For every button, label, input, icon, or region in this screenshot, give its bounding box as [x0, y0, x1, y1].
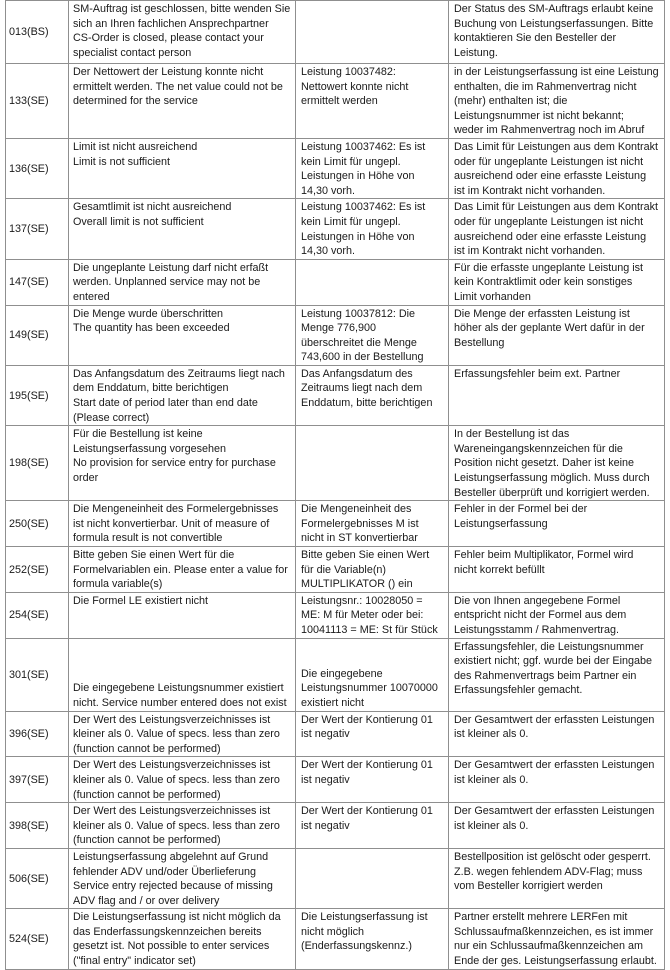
- explanation-line: In der Bestellung ist das: [454, 428, 570, 441]
- table-row: [6, 909, 665, 969]
- message-cell: [69, 365, 296, 425]
- explanation-cell: [449, 848, 665, 908]
- detail-line: Nettowert konnte nicht: [301, 80, 409, 93]
- detail-line: Leistung 10037462: Es ist: [301, 140, 426, 153]
- explanation-cell: [449, 259, 665, 305]
- message-line: Die Mengeneinheit des Formelergebnisses: [73, 503, 279, 516]
- error-code-cell: 250(SE): [6, 501, 69, 547]
- error-code-cell: 136(SE): [6, 138, 69, 198]
- explanation-line: Erfassungsfehler gemacht.: [454, 684, 583, 697]
- explanation-line: Der Status des SM-Auftrags erlaubt keine: [454, 3, 654, 15]
- error-code-cell: 195(SE): [6, 365, 69, 425]
- table-row: [6, 1, 665, 64]
- explanation-cell: [449, 592, 665, 638]
- table-row: [6, 64, 665, 139]
- detail-line: (Enderfassungskennz.): [301, 940, 413, 953]
- error-code-cell: 301(SE): [6, 638, 69, 711]
- detail-line: Der Wert der Kontierung 01: [301, 805, 433, 818]
- explanation-cell: [449, 638, 665, 711]
- detail-line: MULTIPLIKATOR () ein: [301, 578, 413, 591]
- explanation-cell: [449, 711, 665, 757]
- message-line: entered: [73, 290, 110, 303]
- message-line: Bitte geben Sie einen Wert für die: [73, 549, 235, 561]
- error-code-cell: 198(SE): [6, 426, 69, 501]
- message-line: ADV flag and / or over delivery: [73, 894, 220, 907]
- message-line: fehlender ADV und/oder Überlieferung: [73, 865, 257, 878]
- explanation-line: Wareneingangskennzeichen für die: [454, 442, 623, 455]
- table-row: [6, 757, 665, 803]
- detail-line: für die Variable(n): [301, 563, 387, 576]
- message-line: No provision for service entry for purchase: [73, 457, 276, 470]
- detail-cell: [296, 426, 449, 501]
- message-line: Formelvariablen ein. Please enter a value for: [73, 563, 288, 576]
- message-line: werden. Unplanned service may not be: [73, 276, 261, 289]
- message-cell: [69, 305, 296, 365]
- message-line: CS-Order is closed, please contact your: [73, 32, 264, 45]
- message-line: Leistungserfassung abgelehnt auf Grund: [73, 850, 269, 863]
- detail-line: ME: M für Meter oder bei:: [301, 609, 424, 622]
- explanation-cell: [449, 547, 665, 593]
- table-row: [6, 547, 665, 593]
- explanation-line: Die von Ihnen angegebene Formel: [454, 594, 621, 607]
- explanation-line: Der Gesamtwert der erfassten Leistungen: [454, 805, 655, 818]
- message-line: Die ungeplante Leistung darf nicht erfaßt: [73, 261, 269, 274]
- detail-cell: [296, 64, 449, 139]
- explanation-line: in der Leistungserfassung ist eine Leistung: [454, 66, 659, 78]
- explanation-line: ist im Kontrakt nicht vorhanden.: [454, 184, 606, 197]
- explanation-line: Für die erfasste ungeplante Leistung ist: [454, 261, 644, 274]
- explanation-line: Bestellung: [454, 336, 505, 349]
- message-cell: [69, 547, 296, 593]
- error-code-cell: 133(SE): [6, 64, 69, 139]
- table-row: [6, 848, 665, 908]
- message-cell: [69, 848, 296, 908]
- message-line: Gesamtlimit ist nicht ausreichend: [73, 201, 232, 214]
- explanation-line: Leistungsstamm / Rahmenvertrag.: [454, 623, 620, 636]
- detail-cell: [296, 365, 449, 425]
- message-cell: [69, 426, 296, 501]
- detail-cell: [296, 547, 449, 593]
- explanation-line: des Rahmenvertrags beim Partner ein: [454, 669, 637, 682]
- detail-cell: [296, 138, 449, 198]
- explanation-line: Erfassungsfehler, die Leistungsnummer: [454, 640, 644, 653]
- table-row: [6, 365, 665, 425]
- message-line: ist nicht konvertierbar. Unit of measure of: [73, 517, 270, 530]
- detail-line: Die Leistungserfassung ist: [301, 911, 428, 924]
- detail-line: ist negativ: [301, 773, 350, 786]
- message-line: formula result is not convertible: [73, 532, 223, 545]
- error-code-cell: 397(SE): [6, 757, 69, 803]
- detail-line: Der Wert der Kontierung 01: [301, 713, 433, 726]
- message-cell: [69, 757, 296, 803]
- error-code-cell: 147(SE): [6, 259, 69, 305]
- message-line: Für die Bestellung ist keine: [73, 428, 203, 441]
- explanation-line: ausreichend oder eine erfasste Leistung: [454, 170, 647, 183]
- explanation-line: Buchung von Leistungserfassungen. Bitte: [454, 17, 654, 30]
- message-line: Der Nettowert der Leistung konnte nicht: [73, 66, 264, 78]
- message-line: sich an Ihren fachlichen Ansprechpartner: [73, 17, 269, 30]
- detail-cell: [296, 592, 449, 638]
- table-row: [6, 426, 665, 501]
- detail-line: nicht möglich: [301, 925, 365, 938]
- message-cell: [69, 711, 296, 757]
- detail-line: ist negativ: [301, 728, 350, 741]
- detail-line: Enddatum, bitte berichtigen: [301, 397, 433, 410]
- error-code-table: [5, 0, 665, 970]
- message-line: Start date of period later than end date: [73, 397, 258, 410]
- message-line: dem Enddatum, bitte berichtigen: [73, 382, 229, 395]
- detail-cell: [296, 305, 449, 365]
- explanation-line: enthalten, die im Rahmenvertrag nicht: [454, 80, 637, 93]
- message-line: The quantity has been exceeded: [73, 322, 230, 335]
- detail-line: Leistungsnr.: 10028050 =: [301, 594, 423, 607]
- message-line: order: [73, 472, 99, 485]
- detail-line: nicht in ST konvertierbar: [301, 532, 418, 545]
- detail-line: ermittelt werden: [301, 95, 378, 108]
- explanation-line: ist kleiner als 0.: [454, 773, 529, 786]
- explanation-line: Leistung.: [454, 46, 498, 59]
- error-code-table-body: [6, 1, 665, 970]
- explanation-line: ist kleiner als 0.: [454, 819, 529, 832]
- detail-line: Zeitraums liegt nach dem: [301, 382, 423, 395]
- explanation-line: Z.B. wegen fehlendem ADV-Flag; muss: [454, 865, 643, 878]
- explanation-line: Der Gesamtwert der erfassten Leistungen: [454, 713, 655, 726]
- explanation-cell: [449, 909, 665, 969]
- detail-line: Leistung 10037812: Die: [301, 307, 416, 320]
- message-line: gesetzt ist. Not possible to enter services: [73, 940, 270, 953]
- explanation-line: (mehr) enthalten ist; die: [454, 95, 568, 108]
- explanation-line: Das Limit für Leistungen aus dem Kontrakt: [454, 201, 659, 214]
- table-row: [6, 803, 665, 849]
- explanation-cell: [449, 138, 665, 198]
- explanation-line: weder im Rahmenvertrag noch im Abruf: [454, 124, 645, 137]
- error-code-cell: 149(SE): [6, 305, 69, 365]
- explanation-line: Fehler beim Multiplikator, Formel wird: [454, 549, 634, 561]
- detail-line: ist negativ: [301, 819, 350, 832]
- explanation-line: existiert nicht; ggf. wurde bei der Eingabe: [454, 655, 653, 668]
- explanation-line: Fehler in der Formel bei der: [454, 503, 588, 516]
- explanation-line: Leistungsnummer ist nicht bekannt;: [454, 109, 624, 122]
- explanation-line: Erfassungsfehler beim ext. Partner: [454, 367, 621, 380]
- explanation-line: oder für ungeplante Leistungen ist nicht: [454, 155, 644, 168]
- explanation-line: Position nicht gesetzt. Daher ist keine: [454, 457, 635, 470]
- message-cell: [69, 259, 296, 305]
- explanation-line: Das Limit für Leistungen aus dem Kontrakt: [454, 140, 659, 153]
- detail-line: kein Limit für ungepl.: [301, 215, 401, 228]
- detail-line: Leistungen in Höhe von: [301, 230, 415, 243]
- message-line: Leistungserfassung vorgesehen: [73, 442, 227, 455]
- message-line: (function cannot be performed): [73, 834, 221, 847]
- table-row: [6, 199, 665, 259]
- message-line: Das Anfangsdatum des Zeitraums liegt nach: [73, 367, 285, 380]
- message-cell: [69, 592, 296, 638]
- explanation-line: entspricht nicht der Formel aus dem: [454, 609, 627, 622]
- message-line: SM-Auftrag ist geschlossen, bitte wenden Sie: [73, 3, 291, 15]
- detail-cell: [296, 909, 449, 969]
- explanation-cell: [449, 365, 665, 425]
- detail-cell: [296, 199, 449, 259]
- detail-line: Die eingegebene: [301, 667, 383, 680]
- table-row: [6, 592, 665, 638]
- explanation-line: ausreichend oder eine erfasste Leistung: [454, 230, 647, 243]
- explanation-line: Leistungserfassung möglich. Muss durch: [454, 472, 650, 485]
- explanation-cell: [449, 757, 665, 803]
- table-row: [6, 259, 665, 305]
- message-line: Die Leistungserfassung ist nicht möglich da: [73, 911, 281, 924]
- message-cell: [69, 64, 296, 139]
- message-line: Der Wert des Leistungsverzeichnisses ist: [73, 759, 271, 772]
- message-line: kleiner als 0. Value of specs. less than zero: [73, 728, 280, 741]
- message-line: Der Wert des Leistungsverzeichnisses ist: [73, 805, 271, 818]
- explanation-line: nicht korrekt befüllt: [454, 563, 545, 576]
- detail-cell: [296, 1, 449, 64]
- message-line: Limit is not sufficient: [73, 155, 171, 168]
- message-cell: [69, 199, 296, 259]
- message-cell: [69, 1, 296, 64]
- detail-line: Leistung 10037462: Es ist: [301, 201, 426, 214]
- message-line: Overall limit is not sufficient: [73, 215, 204, 228]
- table-row: [6, 638, 665, 711]
- detail-line: Das Anfangsdatum des: [301, 367, 413, 380]
- message-cell: [69, 803, 296, 849]
- detail-line: Die Mengeneinheit des: [301, 503, 412, 516]
- detail-line: Der Wert der Kontierung 01: [301, 759, 433, 772]
- message-line: kleiner als 0. Value of specs. less than zero: [73, 819, 280, 832]
- explanation-line: nur ein Schlussaufmaßkennzeichen am: [454, 940, 644, 953]
- detail-line: Leistung 10037482:: [301, 66, 396, 78]
- message-line: (function cannot be performed): [73, 742, 221, 755]
- message-line: specialist contact person: [73, 46, 192, 59]
- message-line: Die Formel LE existiert nicht: [73, 594, 209, 607]
- message-cell: [69, 909, 296, 969]
- explanation-line: Leistungserfassung: [454, 517, 548, 530]
- message-line: determined for the service: [73, 95, 198, 108]
- error-code-cell: 396(SE): [6, 711, 69, 757]
- message-line: das Enderfassungskennzeichen bereits: [73, 925, 262, 938]
- error-code-cell: 398(SE): [6, 803, 69, 849]
- detail-line: Menge 776,900: [301, 322, 377, 335]
- explanation-cell: [449, 803, 665, 849]
- detail-line: Bitte geben Sie einen Wert: [301, 549, 430, 561]
- message-line: ermittelt werden. The net value could not be: [73, 80, 283, 93]
- error-code-cell: 013(BS): [6, 1, 69, 64]
- table-row: [6, 305, 665, 365]
- explanation-line: Die Menge der erfassten Leistung ist: [454, 307, 630, 320]
- message-line: (Please correct): [73, 411, 150, 424]
- message-line: formula variable(s): [73, 578, 163, 591]
- message-cell: [69, 638, 296, 711]
- error-code-cell: 506(SE): [6, 848, 69, 908]
- detail-line: überschreitet die Menge: [301, 336, 417, 349]
- message-line: Limit ist nicht ausreichend: [73, 140, 198, 153]
- detail-line: 14,30 vorh.: [301, 184, 356, 197]
- explanation-line: Bestellposition ist gelöscht oder gesperrt.: [454, 850, 651, 863]
- detail-line: existiert nicht: [301, 696, 365, 709]
- detail-cell: [296, 803, 449, 849]
- message-cell: [69, 501, 296, 547]
- detail-line: Formelergebnisses M ist: [301, 517, 419, 530]
- explanation-line: Partner erstellt mehrere LERFen mit: [454, 911, 628, 924]
- message-line: Die Menge wurde überschritten: [73, 307, 224, 320]
- error-code-cell: 524(SE): [6, 909, 69, 969]
- explanation-line: ist im Kontrakt nicht vorhanden.: [454, 245, 606, 258]
- explanation-line: Der Gesamtwert der erfassten Leistungen: [454, 759, 655, 772]
- explanation-cell: [449, 426, 665, 501]
- detail-line: 743,600 in der Bestellung: [301, 351, 424, 364]
- explanation-line: ist kleiner als 0.: [454, 728, 529, 741]
- message-line: kleiner als 0. Value of specs. less than zero: [73, 773, 280, 786]
- error-code-cell: 137(SE): [6, 199, 69, 259]
- detail-cell: [296, 259, 449, 305]
- table-row: [6, 501, 665, 547]
- message-line: Die eingegebene Leistungsnummer existiert: [73, 682, 284, 695]
- explanation-line: kein Kontraktlimit oder kein sonstiges: [454, 276, 633, 289]
- message-line: Der Wert des Leistungsverzeichnisses ist: [73, 713, 271, 726]
- detail-cell: [296, 848, 449, 908]
- detail-cell: [296, 757, 449, 803]
- explanation-line: Besteller überprüft und korrigiert werden.: [454, 486, 650, 499]
- message-cell: [69, 138, 296, 198]
- message-line: nicht. Service number entered does not exist: [73, 696, 287, 709]
- explanation-cell: [449, 501, 665, 547]
- message-line: ("final entry" indicator set): [73, 955, 196, 968]
- detail-line: kein Limit für ungepl.: [301, 155, 401, 168]
- detail-cell: [296, 638, 449, 711]
- explanation-line: Ende der ges. Leistungserfassung erlaubt.: [454, 955, 657, 968]
- message-line: (function cannot be performed): [73, 788, 221, 801]
- table-row: [6, 711, 665, 757]
- explanation-line: vom Besteller korrigiert werden: [454, 880, 603, 893]
- detail-cell: [296, 711, 449, 757]
- explanation-line: oder für ungeplante Leistungen ist nicht: [454, 215, 644, 228]
- table-row: [6, 138, 665, 198]
- error-code-cell: 254(SE): [6, 592, 69, 638]
- detail-cell: [296, 501, 449, 547]
- explanation-line: Limit vorhanden: [454, 290, 531, 303]
- detail-line: Leistungsnummer 10070000: [301, 682, 438, 695]
- explanation-cell: [449, 305, 665, 365]
- detail-line: Leistungen in Höhe von: [301, 170, 415, 183]
- detail-line: 10041113 = ME: St für Stück: [301, 623, 438, 636]
- explanation-cell: [449, 199, 665, 259]
- detail-line: 14,30 vorh.: [301, 245, 356, 258]
- error-code-cell: 252(SE): [6, 547, 69, 593]
- explanation-line: Schlussaufmaßkennzeichen, es ist immer: [454, 925, 654, 938]
- explanation-cell: [449, 1, 665, 64]
- explanation-line: kontaktieren Sie den Besteller der: [454, 32, 617, 45]
- message-line: Service entry rejected because of missing: [73, 880, 273, 893]
- explanation-line: höher als der geplante Wert dafür in der: [454, 322, 645, 335]
- explanation-cell: [449, 64, 665, 139]
